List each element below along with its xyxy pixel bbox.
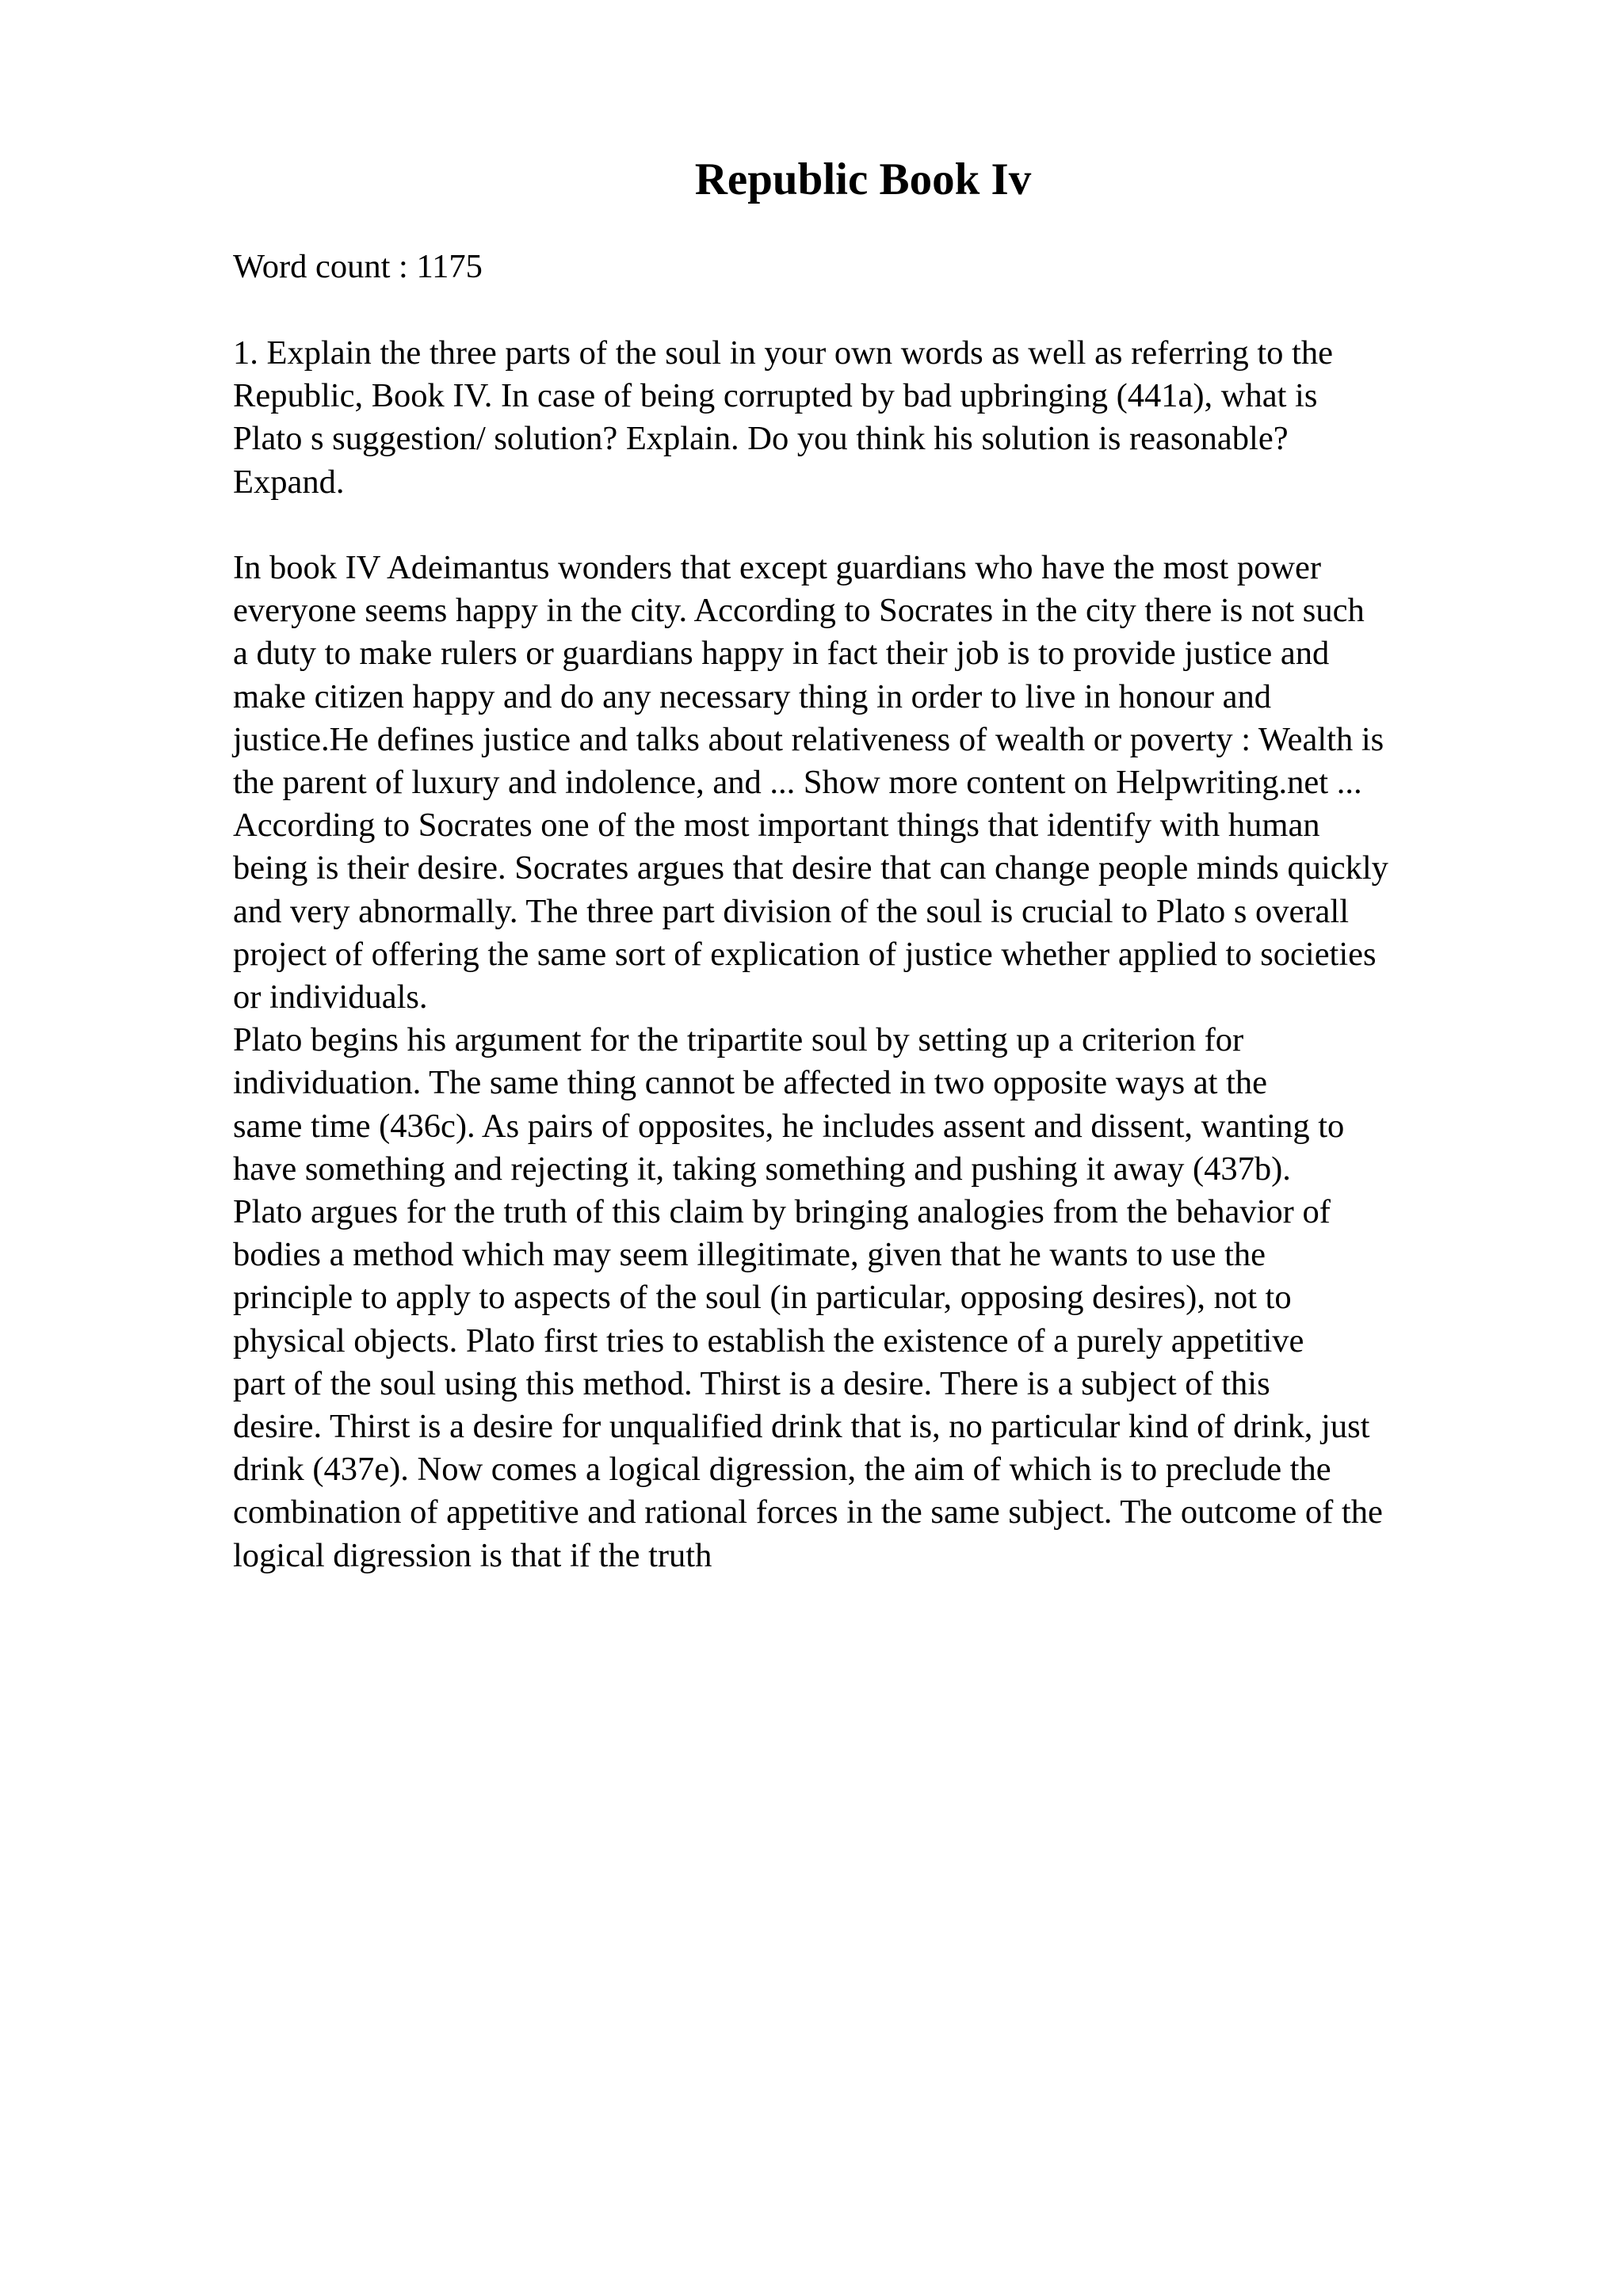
answer-line: being is their desire. Socrates argues that desire that can change people minds quickly bbox=[233, 849, 1388, 887]
answer-line: project of offering the same sort of explication of justice whether applied to societies bbox=[233, 935, 1377, 973]
question-line: 1. Explain the three parts of the soul in your own words as well as referring to the bbox=[233, 334, 1333, 372]
answer-line: same time (436c). As pairs of opposites, he includes assent and dissent, wanting to bbox=[233, 1107, 1345, 1145]
answer-line: physical objects. Plato first tries to establish the existence of a purely appetitive bbox=[233, 1322, 1304, 1360]
answer-line: logical digression is that if the truth bbox=[233, 1536, 712, 1574]
answer-line: combination of appetitive and rational forces in the same subject. The outcome of the bbox=[233, 1493, 1383, 1531]
answer-paragraph bbox=[233, 547, 1517, 1577]
answer-line: make citizen happy and do any necessary thing in order to live in honour and bbox=[233, 677, 1272, 715]
answer-line: principle to apply to aspects of the soul (in particular, opposing desires), not to bbox=[233, 1279, 1292, 1317]
answer-line: or individuals. bbox=[233, 978, 428, 1016]
answer-line: a duty to make rulers or guardians happy in fact their job is to provide justice and bbox=[233, 635, 1330, 673]
answer-line: justice.He defines justice and talks about relativeness of wealth or poverty : Wealth is bbox=[233, 720, 1384, 758]
answer-line: bodies a method which may seem illegitimate, given that he wants to use the bbox=[233, 1236, 1266, 1274]
question-line: Republic, Book IV. In case of being corrupted by bad upbringing (441a), what is bbox=[233, 377, 1318, 415]
answer-line: drink (437e). Now comes a logical digression, the aim of which is to preclude the bbox=[233, 1451, 1331, 1489]
answer-line: Plato argues for the truth of this claim by bringing analogies from the behavior of bbox=[233, 1193, 1331, 1231]
answer-line: desire. Thirst is a desire for unqualified drink that is, no particular kind of drink, just bbox=[233, 1408, 1370, 1446]
answer-line: Plato begins his argument for the tripartite soul by setting up a criterion for bbox=[233, 1021, 1244, 1059]
document-title: Republic Book Iv bbox=[694, 154, 1032, 204]
question-paragraph bbox=[233, 332, 1517, 504]
answer-line: part of the soul using this method. Thirst is a desire. There is a subject of this bbox=[233, 1364, 1270, 1402]
answer-line: have something and rejecting it, taking something and pushing it away (437b). bbox=[233, 1150, 1291, 1188]
answer-line: and very abnormally. The three part division of the soul is crucial to Plato s overall bbox=[233, 892, 1350, 930]
answer-line: According to Socrates one of the most important things that identify with human bbox=[233, 807, 1320, 845]
question-line: Expand. bbox=[233, 463, 345, 501]
answer-line: the parent of luxury and indolence, and ... Show more content on Helpwriting.net ... bbox=[233, 764, 1362, 802]
answer-line: individuation. The same thing cannot be affected in two opposite ways at the bbox=[233, 1064, 1267, 1102]
question-line: Plato s suggestion/ solution? Explain. Do you think his solution is reasonable? bbox=[233, 420, 1289, 458]
answer-line: In book IV Adeimantus wonders that except guardians who have the most power bbox=[233, 549, 1322, 586]
word-count: Word count : 1175 bbox=[233, 248, 483, 285]
answer-line: everyone seems happy in the city. According to Socrates in the city there is not such bbox=[233, 592, 1365, 630]
